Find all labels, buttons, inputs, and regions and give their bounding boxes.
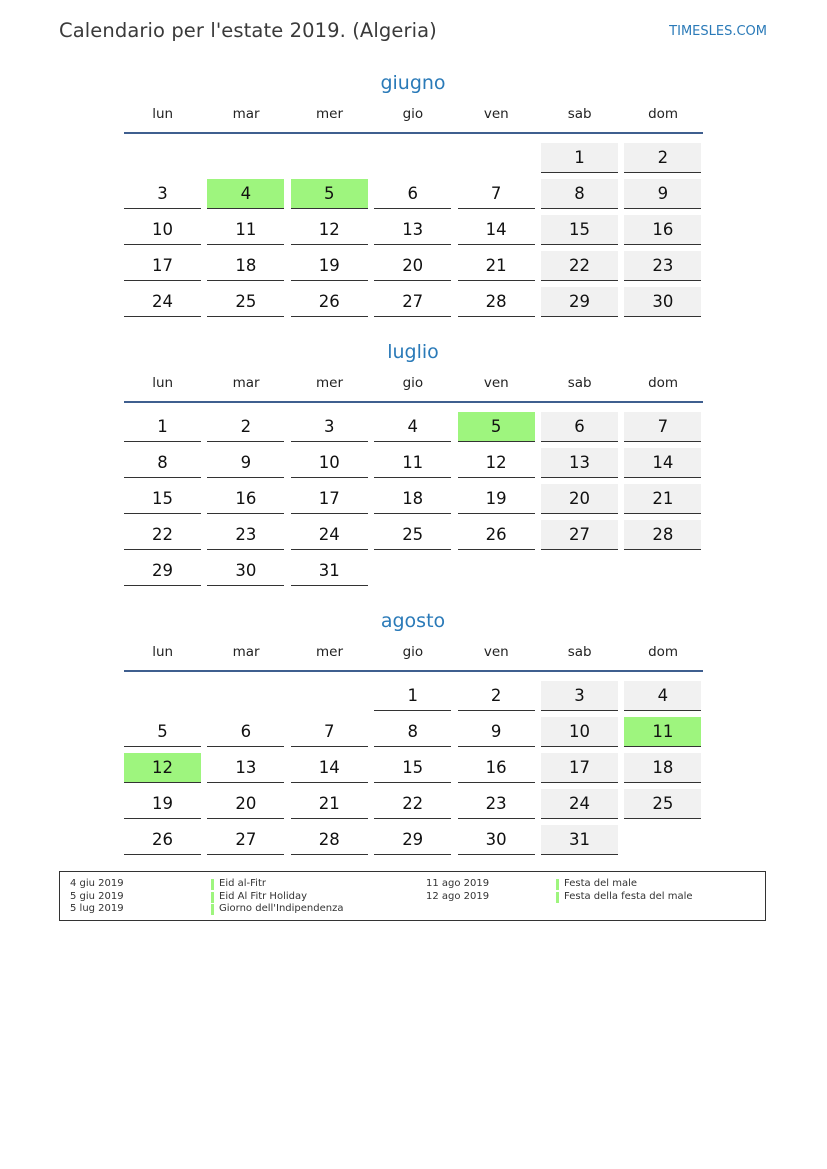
weekday-header [121,644,705,662]
month-luglio [121,339,705,599]
day-cell[interactable]: 5 [291,179,368,209]
weekday-label: mer [315,106,343,122]
holiday-color-swatch [211,892,214,903]
day-cell[interactable]: 19 [291,251,368,281]
day-cell[interactable]: 12 [291,215,368,245]
day-cell[interactable]: 21 [458,251,535,281]
legend-date: 11 ago 2019 [426,878,490,889]
page-title: Calendario per l'estate 2019. (Algeria) [59,19,437,42]
day-cell[interactable]: 31 [541,825,618,855]
weekday-label: lun [152,644,174,660]
legend-holiday-label: Eid Al Fitr Holiday [219,890,308,902]
holiday-color-swatch [556,892,559,903]
day-cell[interactable]: 24 [124,287,201,317]
day-cell[interactable]: 29 [541,287,618,317]
legend-holiday-label: Giorno dell'Indipendenza [219,903,344,915]
weekday-label: mar [232,375,260,391]
legend-date: 12 ago 2019 [426,890,490,902]
day-cell[interactable]: 26 [291,287,368,317]
month-name: luglio [387,341,439,363]
weekday-label: mer [315,644,343,660]
day-cell[interactable]: 31 [291,556,368,586]
weekday-label: lun [152,375,174,391]
day-cell[interactable]: 14 [458,215,535,245]
day-cell[interactable]: 4 [624,681,701,711]
day-cell[interactable]: 17 [124,251,201,281]
legend-holiday-label: Eid al-Fitr [219,878,266,889]
day-cell[interactable]: 13 [207,753,284,783]
day-cell[interactable]: 25 [624,789,701,819]
day-cell[interactable]: 10 [291,448,368,478]
day-cell[interactable]: 18 [374,484,451,514]
month-giugno [121,70,705,330]
day-cell[interactable]: 8 [124,448,201,478]
day-cell[interactable]: 15 [374,753,451,783]
day-cell[interactable]: 27 [541,520,618,550]
day-cell[interactable]: 4 [374,412,451,442]
day-cell[interactable]: 13 [374,215,451,245]
day-cell[interactable]: 30 [458,825,535,855]
legend-holiday-label: Festa del male [564,878,638,889]
weekday-header [121,375,705,393]
day-cell[interactable]: 29 [124,556,201,586]
weekday-label: mar [232,644,260,660]
day-cell[interactable]: 8 [541,179,618,209]
weekday-label: dom [648,106,679,122]
day-cell[interactable]: 12 [124,753,201,783]
day-cell[interactable]: 27 [374,287,451,317]
day-cell[interactable]: 14 [624,448,701,478]
weekday-label: sab [567,375,592,391]
day-cell[interactable]: 18 [624,753,701,783]
day-cell[interactable]: 7 [624,412,701,442]
legend-holiday-label: Festa della festa del male [564,890,693,902]
day-cell[interactable]: 16 [458,753,535,783]
day-cell[interactable]: 15 [541,215,618,245]
day-cell[interactable]: 26 [458,520,535,550]
legend-date: 5 giu 2019 [70,890,124,902]
weekday-label: ven [483,106,509,122]
weekday-label: dom [648,644,679,660]
day-cell[interactable]: 23 [207,520,284,550]
weekday-label: ven [483,644,509,660]
month-name: agosto [380,610,446,632]
weekday-label: mar [232,106,260,122]
day-cell[interactable]: 12 [458,448,535,478]
day-cell[interactable]: 1 [374,681,451,711]
day-cell[interactable]: 11 [624,717,701,747]
header-divider [124,401,703,403]
day-cell[interactable]: 20 [374,251,451,281]
day-cell[interactable]: 28 [458,287,535,317]
day-cell[interactable]: 13 [541,448,618,478]
day-cell[interactable]: 25 [374,520,451,550]
legend-holiday-name [556,878,637,889]
weekday-label: gio [402,106,424,122]
day-cell[interactable]: 3 [291,412,368,442]
legend-holiday-name [556,891,693,902]
day-cell[interactable]: 14 [291,753,368,783]
day-cell[interactable]: 28 [624,520,701,550]
day-cell[interactable]: 15 [124,484,201,514]
day-cell[interactable]: 22 [374,789,451,819]
day-cell[interactable]: 17 [291,484,368,514]
month-agosto [121,608,705,868]
day-cell[interactable]: 8 [374,717,451,747]
site-logo-link[interactable]: TIMESLES.COM [669,24,767,39]
day-cell[interactable]: 24 [291,520,368,550]
day-cell[interactable]: 9 [207,448,284,478]
day-cell[interactable]: 27 [207,825,284,855]
weekday-label: gio [402,375,424,391]
day-cell[interactable]: 18 [207,251,284,281]
weekday-label: mer [315,375,343,391]
header-divider [124,132,703,134]
day-cell[interactable]: 3 [541,681,618,711]
day-cell[interactable]: 24 [541,789,618,819]
legend-holiday-name [211,903,344,914]
day-cell[interactable]: 11 [207,215,284,245]
holiday-color-swatch [211,879,214,890]
day-cell[interactable]: 30 [624,287,701,317]
legend-date: 4 giu 2019 [70,878,124,889]
day-cell[interactable]: 9 [458,717,535,747]
weekday-header [121,106,705,124]
weekday-label: lun [152,106,174,122]
day-cell[interactable]: 7 [291,717,368,747]
day-cell[interactable]: 5 [124,717,201,747]
day-cell[interactable]: 3 [124,179,201,209]
day-cell[interactable]: 21 [624,484,701,514]
day-cell[interactable]: 9 [624,179,701,209]
day-cell[interactable]: 22 [541,251,618,281]
day-cell[interactable]: 22 [124,520,201,550]
day-cell[interactable]: 5 [458,412,535,442]
day-cell[interactable]: 2 [207,412,284,442]
day-cell[interactable]: 23 [458,789,535,819]
day-cell[interactable]: 25 [207,287,284,317]
day-cell[interactable]: 20 [541,484,618,514]
legend-holiday-name [211,878,266,889]
day-cell[interactable]: 21 [291,789,368,819]
weekday-label: gio [402,644,424,660]
day-cell[interactable]: 17 [541,753,618,783]
day-cell[interactable]: 10 [541,717,618,747]
weekday-label: sab [567,644,592,660]
weekday-label: sab [567,106,592,122]
day-cell[interactable]: 4 [207,179,284,209]
day-cell[interactable]: 11 [374,448,451,478]
day-cell[interactable]: 6 [207,717,284,747]
day-cell[interactable]: 28 [291,825,368,855]
day-cell[interactable]: 29 [374,825,451,855]
legend-holiday-name [211,891,307,902]
day-cell[interactable]: 16 [624,215,701,245]
day-cell[interactable]: 1 [124,412,201,442]
day-cell[interactable]: 7 [458,179,535,209]
day-cell[interactable]: 30 [207,556,284,586]
day-cell[interactable]: 23 [624,251,701,281]
day-cell[interactable]: 26 [124,825,201,855]
holiday-legend [59,871,766,921]
weekday-label: dom [648,375,679,391]
holiday-color-swatch [211,904,214,915]
day-cell[interactable]: 6 [374,179,451,209]
day-cell[interactable]: 20 [207,789,284,819]
day-cell[interactable]: 2 [458,681,535,711]
day-cell[interactable]: 16 [207,484,284,514]
day-cell[interactable]: 1 [541,143,618,173]
header-divider [124,670,703,672]
day-cell[interactable]: 10 [124,215,201,245]
day-cell[interactable]: 19 [124,789,201,819]
month-name: giugno [380,72,446,94]
day-cell[interactable]: 2 [624,143,701,173]
weekday-label: ven [483,375,509,391]
day-cell[interactable]: 19 [458,484,535,514]
day-cell[interactable]: 6 [541,412,618,442]
legend-date: 5 lug 2019 [70,903,124,915]
holiday-color-swatch [556,879,559,890]
